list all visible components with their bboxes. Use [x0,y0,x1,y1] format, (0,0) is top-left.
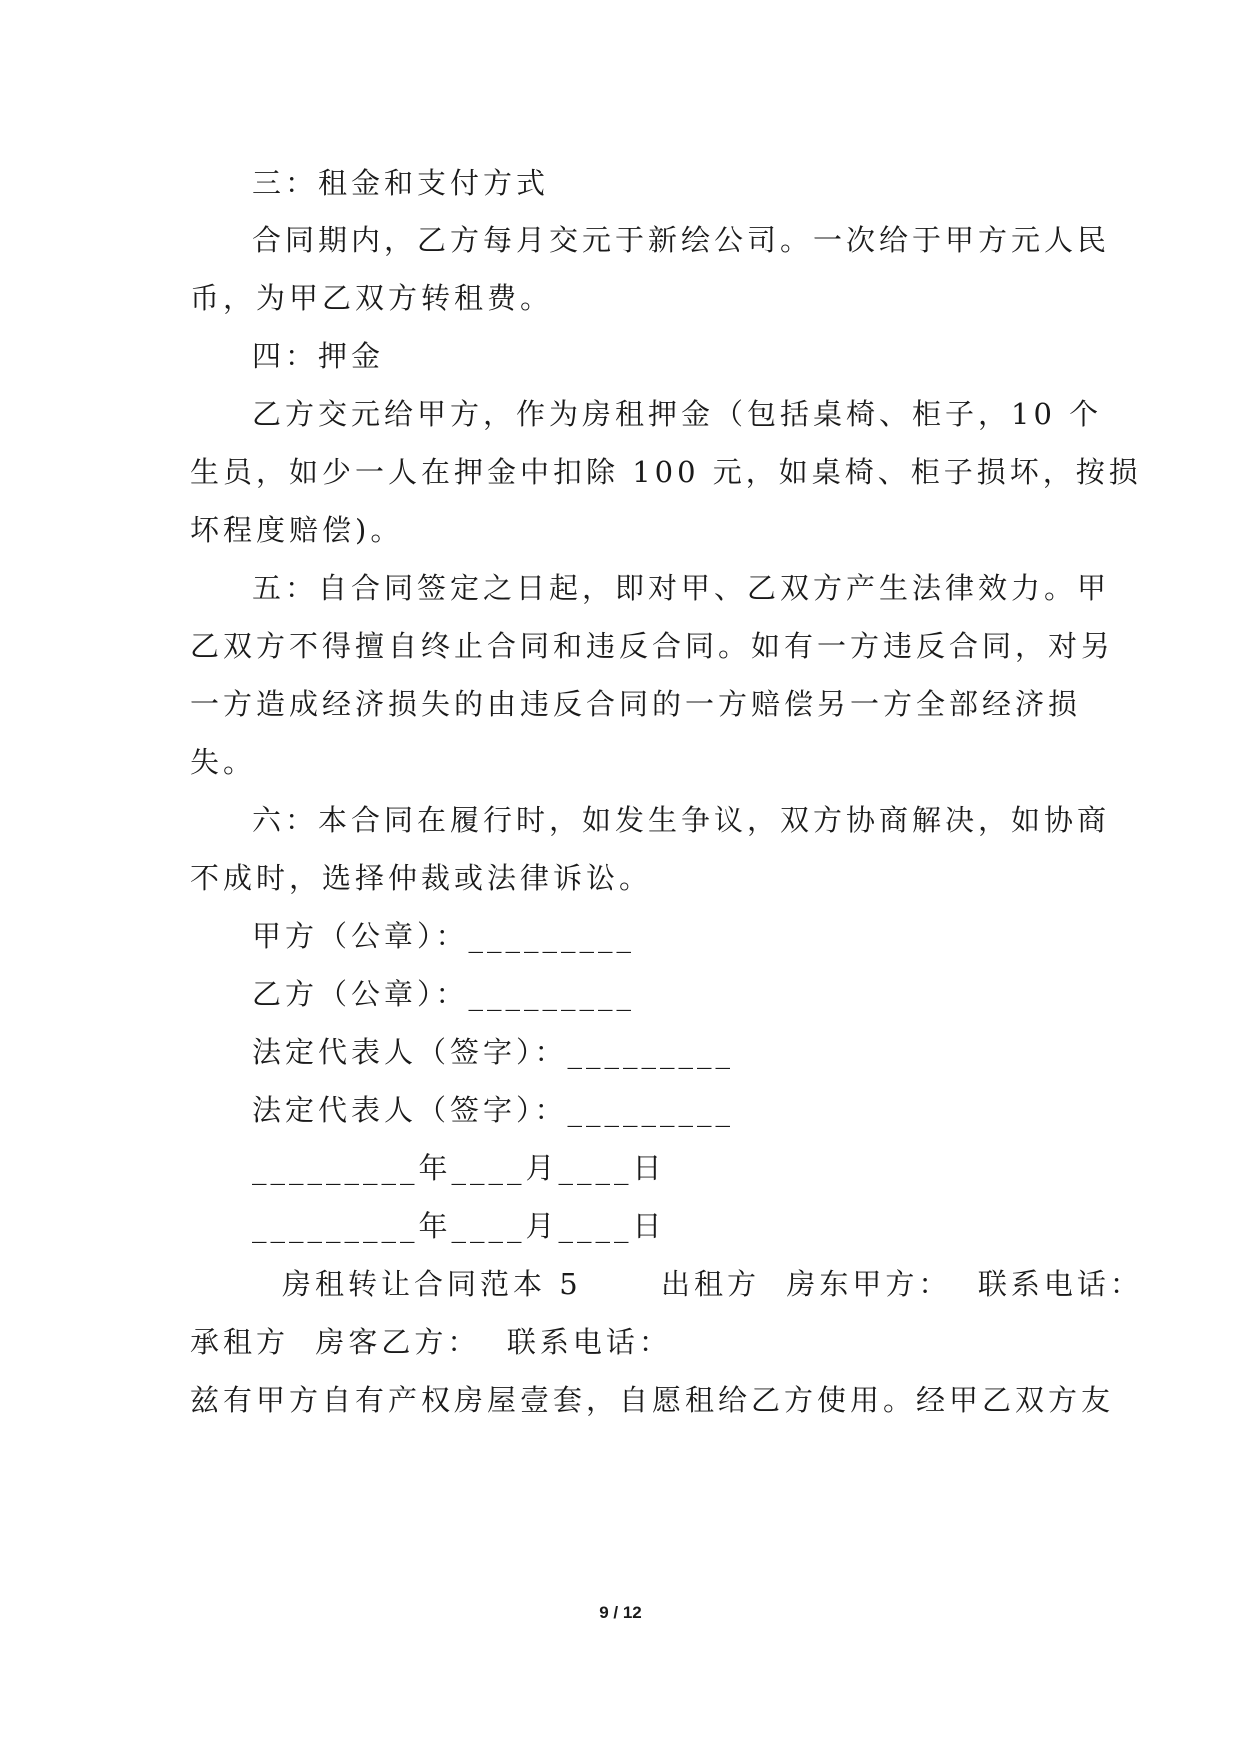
signature-line-party-a: 甲方（公章）：_________ [252,919,636,953]
paragraph-line: 一方造成经济损失的由违反合同的一方赔偿另一方全部经济损 [190,687,1082,721]
signature-line-party-b: 乙方（公章）：_________ [252,977,636,1011]
date-line: _________年____月____日 [252,1151,666,1185]
paragraph-line: 五：自合同签定之日起，即对甲、乙双方产生法律效力。甲 [252,571,1111,605]
paragraph-line: 兹有甲方自有产权房屋壹套，自愿租给乙方使用。经甲乙双方友 [190,1383,1115,1417]
page-number: 9 / 12 [599,1603,642,1622]
paragraph-line: 币，为甲乙双方转租费。 [190,281,554,315]
section-heading-rent: 三：租金和支付方式 [252,166,550,200]
contract-sample-heading: 房租转让合同范本 5 出租方 房东甲方： 联系电话： [282,1267,1143,1301]
paragraph-line: 乙双方不得擅自终止合同和违反合同。如有一方违反合同，对另 [190,629,1115,663]
signature-line-representative: 法定代表人（签字）：_________ [252,1035,735,1069]
paragraph-line: 承租方 房客乙方： 联系电话： [190,1325,672,1359]
paragraph-line: 六：本合同在履行时，如发生争议，双方协商解决，如协商 [252,803,1111,837]
paragraph-line: 生员，如少一人在押金中扣除 100 元，如桌椅、柜子损坏，按损 [190,455,1142,489]
signature-line-representative: 法定代表人（签字）：_________ [252,1093,735,1127]
paragraph-line: 合同期内，乙方每月交元于新绘公司。一次给于甲方元人民 [252,223,1111,257]
section-heading-deposit: 四：押金 [252,339,385,373]
date-line: _________年____月____日 [252,1209,666,1243]
paragraph-line: 乙方交元给甲方，作为房租押金（包括桌椅、柜子，10 个 [252,397,1103,431]
paragraph-line: 坏程度赔偿)。 [190,513,404,547]
paragraph-line: 不成时，选择仲裁或法律诉讼。 [190,861,653,895]
paragraph-line: 失。 [190,745,257,779]
